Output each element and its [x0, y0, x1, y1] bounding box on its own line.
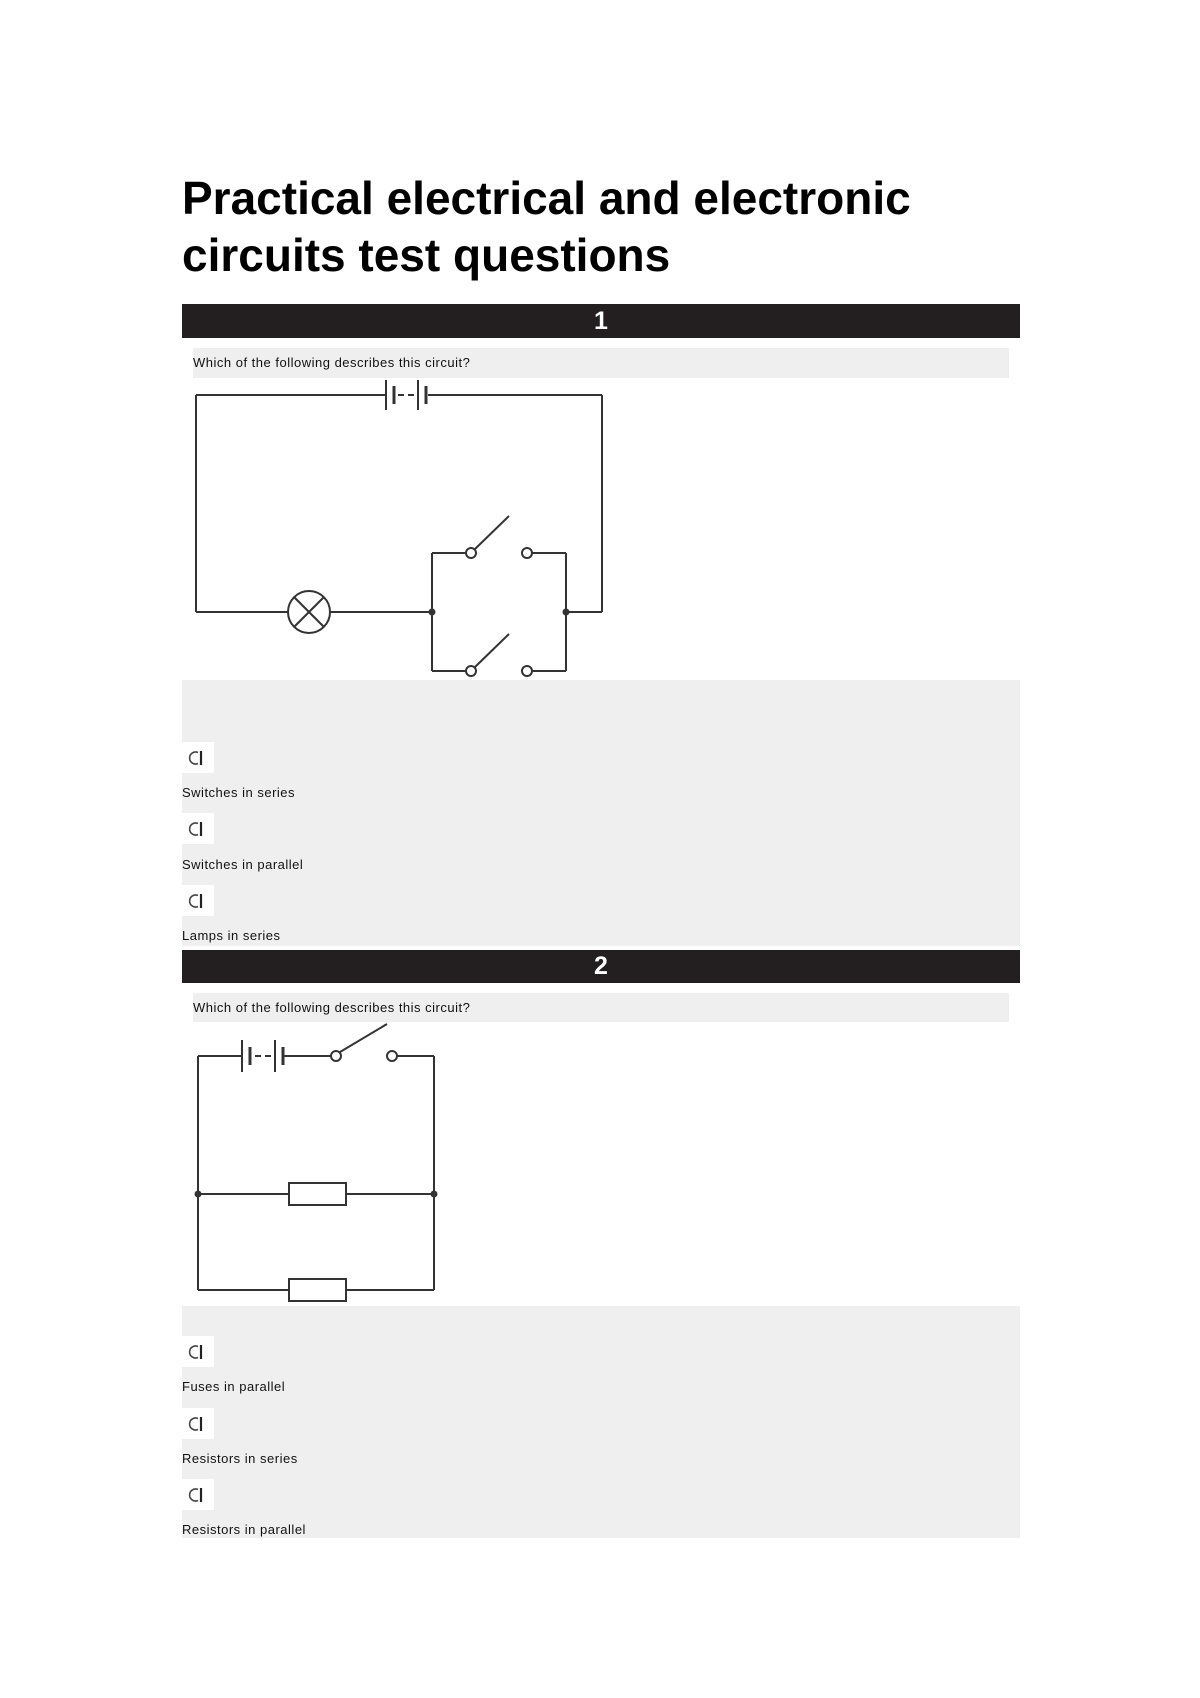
option-label: Switches in parallel	[182, 857, 304, 872]
option-label: Fuses in parallel	[182, 1379, 286, 1394]
question-prompt: Which of the following describes this circuit?	[193, 993, 1009, 1022]
circuit-diagram-icon	[182, 375, 612, 680]
option-label: Resistors in series	[182, 1451, 298, 1466]
radio-button-icon	[185, 1342, 205, 1362]
radio-button-icon	[185, 819, 205, 839]
circuit-diagram-icon	[182, 1020, 442, 1305]
radio-button-icon	[185, 748, 205, 768]
option-radio[interactable]	[182, 1479, 214, 1510]
option-radio[interactable]	[182, 885, 214, 916]
option-radio[interactable]	[182, 1336, 214, 1367]
question-number-bar: 2	[182, 950, 1020, 983]
question-number-bar: 1	[182, 304, 1020, 338]
option-radio[interactable]	[182, 1408, 214, 1439]
option-label: Resistors in parallel	[182, 1522, 306, 1537]
radio-button-icon	[185, 1485, 205, 1505]
option-radio[interactable]	[182, 742, 214, 773]
radio-button-icon	[185, 1414, 205, 1434]
option-radio[interactable]	[182, 813, 214, 844]
option-label: Switches in series	[182, 785, 296, 800]
radio-button-icon	[185, 891, 205, 911]
page-title: Practical electrical and electronic circuits test questions	[182, 172, 911, 281]
answer-options	[182, 680, 1020, 946]
option-label: Lamps in series	[182, 928, 281, 943]
answer-options	[182, 1306, 1020, 1538]
question-prompt: Which of the following describes this circuit?	[193, 348, 1009, 378]
